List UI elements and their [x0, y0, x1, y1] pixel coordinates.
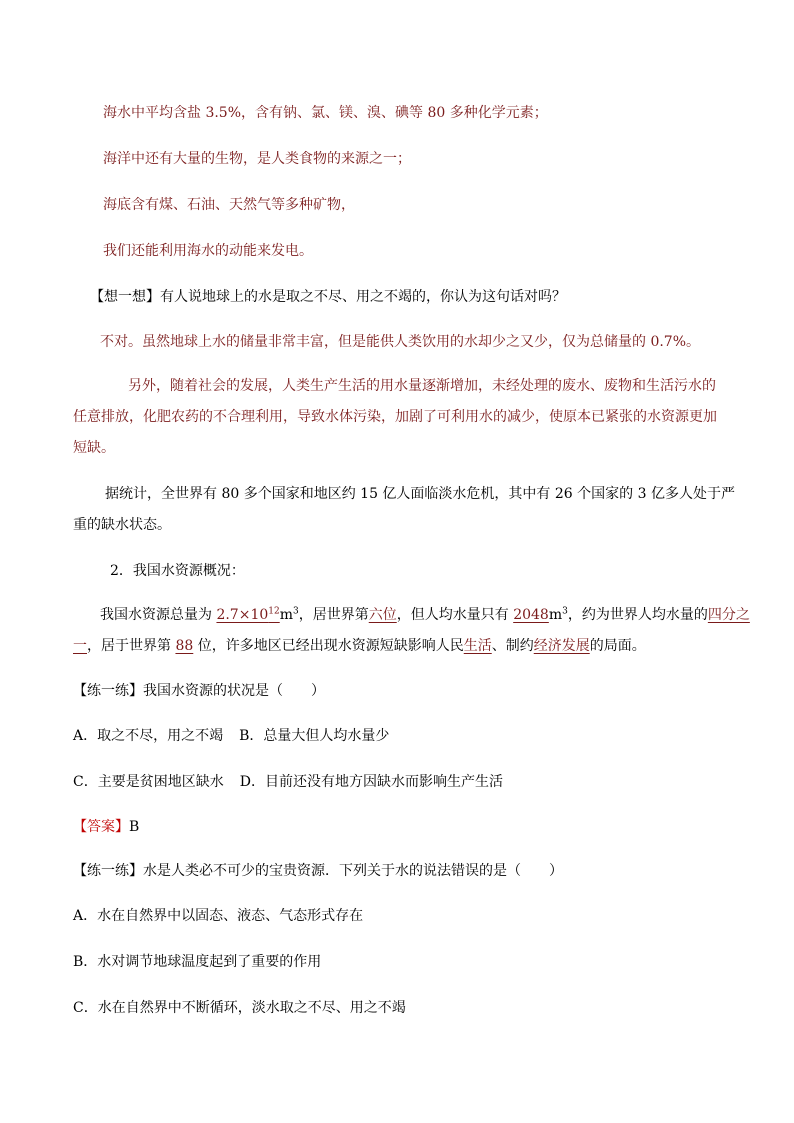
exercise1-question: 我国水资源的状况是（ ） [143, 683, 325, 699]
stats-line-2: 重的缺水状态。 [73, 517, 171, 533]
total-water-value [216, 607, 279, 623]
exercise1-tag: 【练一练】 [73, 683, 143, 699]
exercise2-tag: 【练一练】 [73, 863, 143, 879]
section2-paragraph-line-1 [100, 605, 750, 625]
text-run: ，居世界第 [298, 607, 369, 623]
fact-organisms: 海洋中还有大量的生物，是人类食物的来源之一； [103, 151, 411, 167]
text-run: 我国水资源总量为 [100, 607, 217, 623]
per-capita-unit-exp: 3 [562, 606, 568, 617]
text-run: 、制约 [491, 638, 534, 654]
think-answer: 不对。虽然地球上水的储量非常丰富，但是能供人类饮用的水却少之又少，仅为总储量的 0.7%。 [100, 334, 701, 350]
text-run: ，但人均水量只有 [396, 607, 514, 623]
total-unit-exp: 3 [293, 606, 299, 617]
text-run: ，约为世界人均水量的 [567, 607, 708, 623]
fact-salt: 海水中平均含盐 3.5%，含有钠、氯、镁、溴、碘等 80 多种化学元素； [103, 105, 548, 121]
per-capita-value: 2048 [513, 607, 549, 623]
exercise1-options-ab [73, 726, 389, 746]
answer-tag: 【答案】 [73, 819, 129, 835]
total-base: 2.7×10 [216, 607, 269, 623]
exercise1-option-b: B．总量大但人均水量少 [239, 728, 390, 744]
economy-term: 经济发展 [533, 638, 590, 654]
exercise1-answer-line [73, 817, 139, 837]
think-question-line [90, 287, 566, 307]
think-tag: 【想一想】 [90, 289, 160, 305]
pollution-line-3: 短缺。 [73, 440, 115, 456]
exercise1-question-line [73, 681, 325, 701]
exercise2-option-c: C．水在自然界中不断循环，淡水取之不尽、用之不竭 [73, 1000, 406, 1016]
text-run: ，居于世界第 [87, 638, 176, 654]
total-exp: 12 [268, 606, 280, 617]
exercise1-options-cd [73, 772, 503, 792]
pollution-line-1: 另外，随着社会的发展，人类生产生活的用水量逐渐增加，未经处理的废水、废物和生活污水的 [128, 378, 716, 394]
total-unit: m [279, 607, 293, 623]
section2-paragraph-line-2 [73, 636, 646, 656]
text-run: 的局面。 [589, 638, 646, 654]
exercise2-question-line [73, 861, 563, 881]
stats-line-1: 据统计，全世界有 80 多个国家和地区约 15 亿人面临淡水危机，其中有 26 个国家的 3 亿多人处于严 [105, 486, 735, 502]
pollution-line-2: 任意排放，化肥农药的不合理利用，导致水体污染，加剧了可利用水的减少，使原本已紧张的水资源更加 [73, 409, 717, 425]
fact-power: 我们还能利用海水的动能来发电。 [103, 243, 313, 259]
life-term: 生活 [463, 638, 492, 654]
rank-per-capita: 88 [175, 638, 194, 654]
text-run: 位，许多地区已经出现水资源短缺影响人民 [193, 638, 464, 654]
think-question: 有人说地球上的水是取之不尽、用之不竭的，你认为这句话对吗？ [160, 289, 566, 305]
per-capita-unit: m [548, 607, 563, 623]
fraction-part-1: 四分之 [707, 607, 750, 623]
exercise2-question: 水是人类必不可少的宝贵资源．下列关于水的说法错误的是（ ） [143, 863, 563, 879]
exercise2-option-b: B．水对调节地球温度起到了重要的作用 [73, 954, 322, 970]
rank-total: 六位 [368, 607, 397, 623]
exercise1-option-c: C．主要是贫困地区缺水 [73, 774, 224, 790]
exercise1-option-a: A．取之不尽，用之不竭 [73, 728, 224, 744]
section2-heading: 2．我国水资源概况： [110, 563, 245, 579]
fraction-part-2: 一 [73, 638, 87, 654]
answer-value: B [129, 819, 140, 835]
exercise2-option-a: A．水在自然界中以固态、液态、气态形式存在 [73, 908, 364, 924]
fact-minerals: 海底含有煤、石油、天然气等多种矿物， [103, 197, 355, 213]
exercise1-option-d: D．目前还没有地方因缺水而影响生产生活 [239, 774, 503, 790]
